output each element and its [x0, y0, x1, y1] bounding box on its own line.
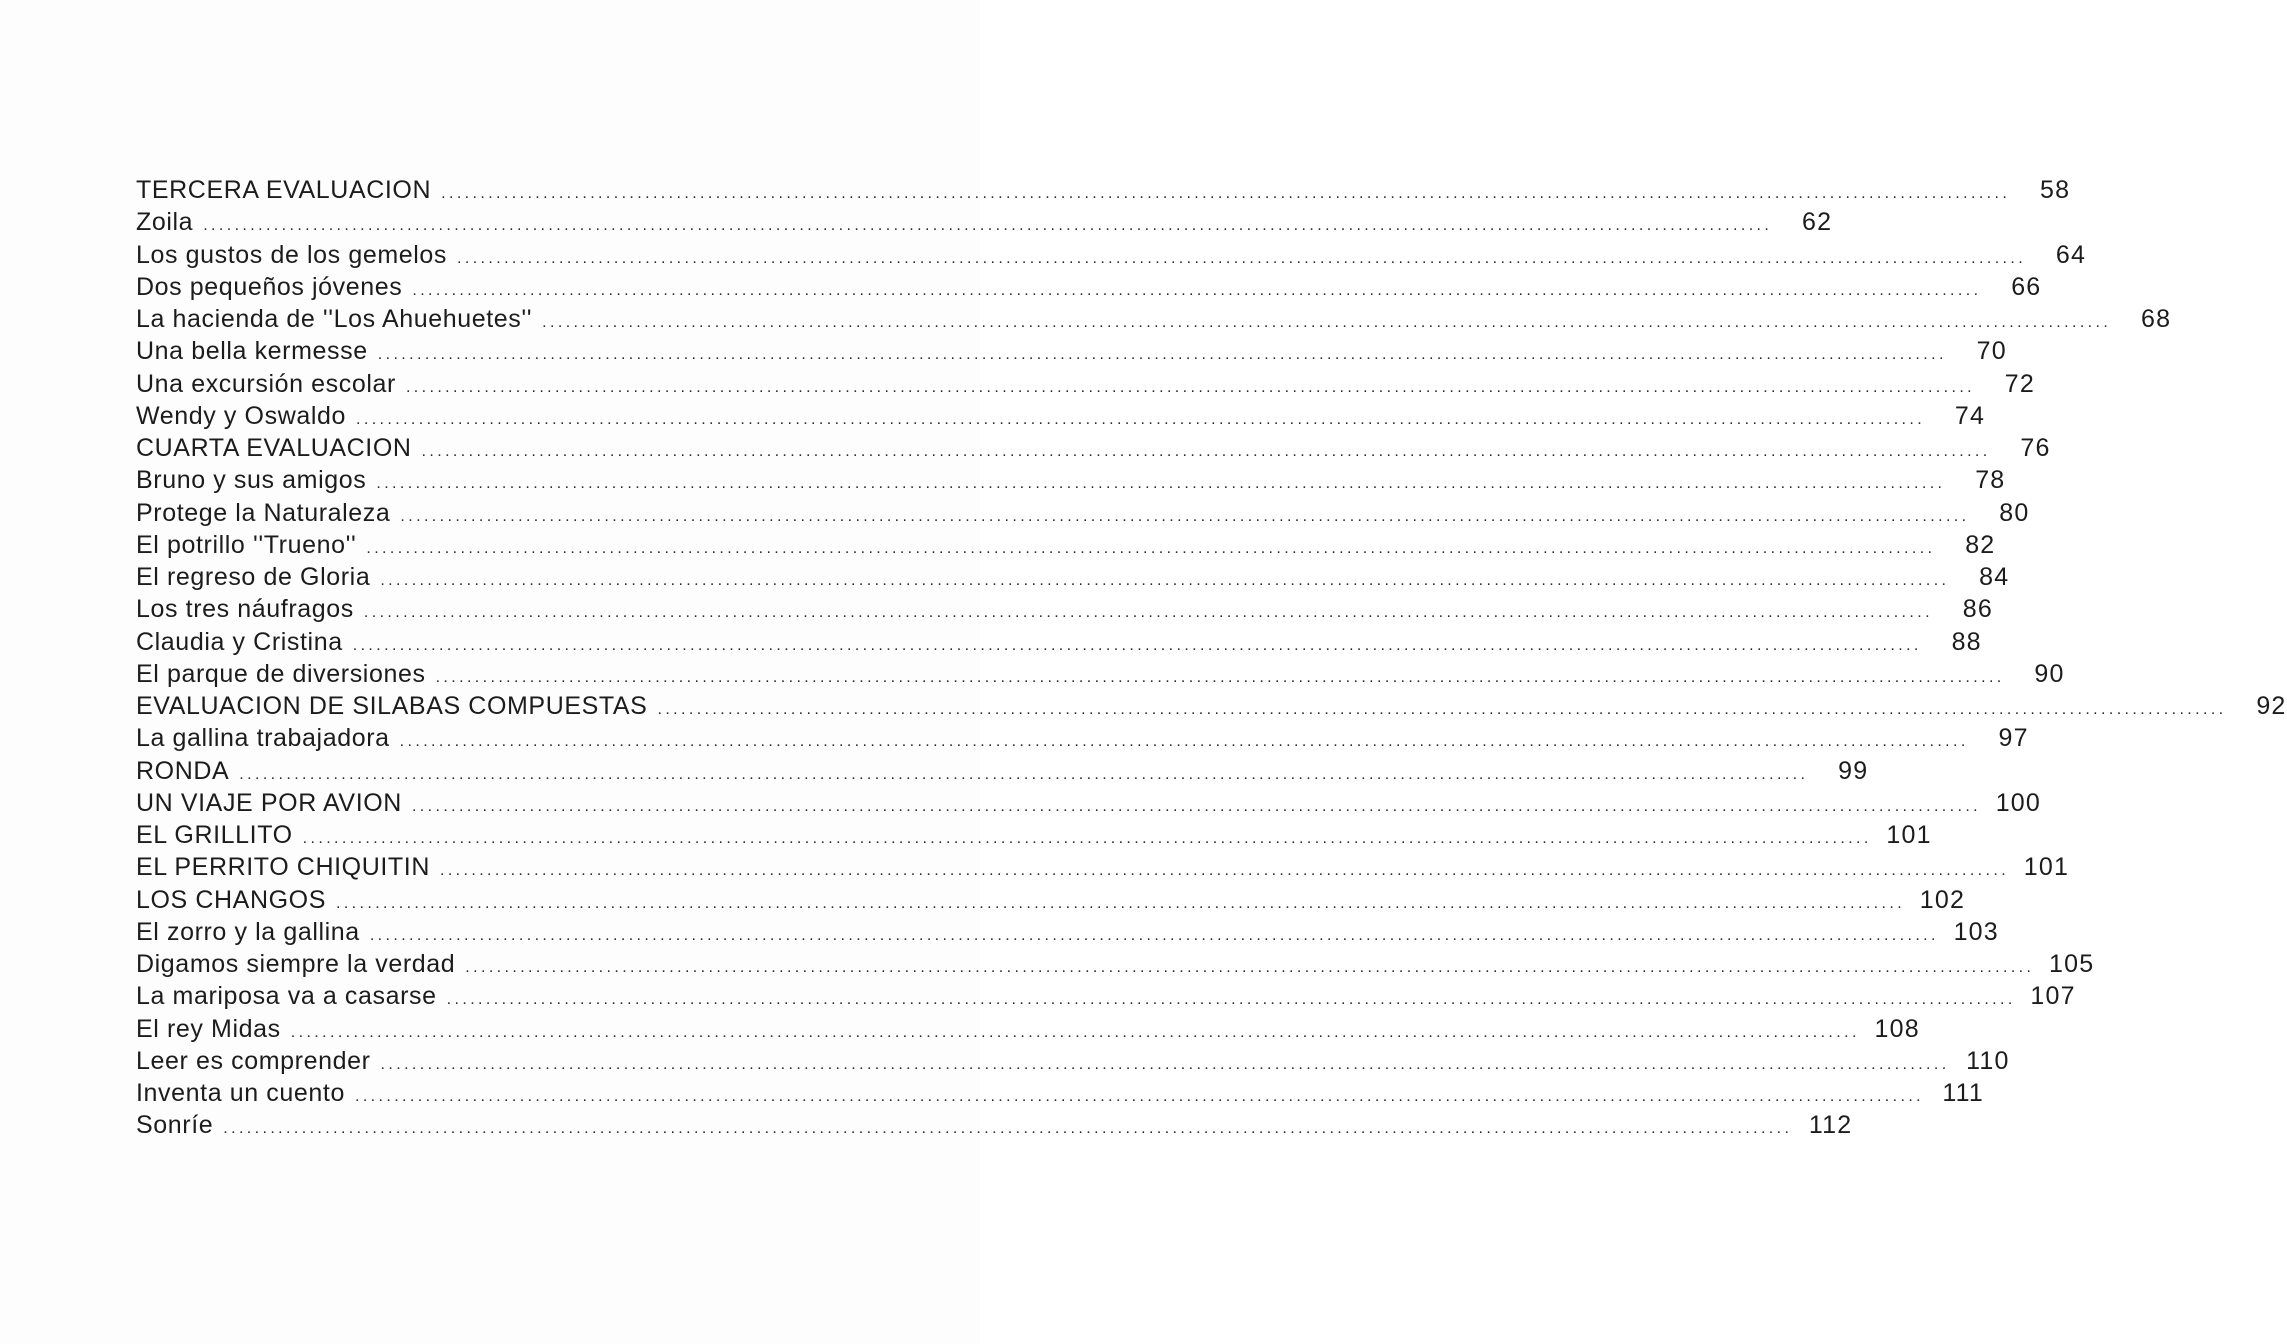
toc-entry-page-number: 92 — [2256, 692, 2287, 720]
toc-entry-page-number: 108 — [1874, 1014, 1920, 1043]
toc-entry-page-number: 84 — [1979, 563, 2010, 591]
toc-entry-page-number: 88 — [1951, 627, 1982, 656]
toc-entry-title: Zoila — [136, 208, 194, 237]
toc-entry-page-number: 78 — [1975, 466, 2006, 495]
toc-entry-title: Inventa un cuento — [136, 1079, 345, 1107]
table-of-contents — [136, 176, 2287, 1144]
dot-leader: ........................................................................................................................................................................................................ — [366, 539, 1936, 557]
toc-entry-page-number: 97 — [1998, 724, 2029, 753]
toc-entry-page-number: 90 — [2034, 659, 2065, 688]
dot-leader: ........................................................................................................................................................................................................ — [421, 443, 1991, 460]
toc-entry — [136, 369, 2036, 402]
toc-entry — [136, 627, 1982, 660]
toc-entry-page-number: 101 — [2023, 853, 2070, 882]
toc-entry — [136, 337, 2007, 369]
toc-entry-title: La hacienda de ''Los Ahuehuetes'' — [136, 305, 533, 333]
toc-entry — [136, 756, 1869, 789]
toc-entry — [136, 176, 2071, 208]
toc-entry — [136, 305, 2172, 337]
toc-entry-title: Los gustos de los gemelos — [136, 240, 448, 269]
toc-entry — [136, 434, 2051, 466]
dot-leader: ........................................................................................................................................................................................................ — [352, 636, 1922, 654]
toc-entry — [136, 788, 2042, 821]
dot-leader: ........................................................................................................................................................................................................ — [412, 281, 1982, 299]
toc-entry-title: El potrillo ''Trueno'' — [136, 530, 357, 559]
toc-entry — [136, 1079, 1985, 1111]
toc-entry-title: Digamos siempre la verdad — [136, 950, 456, 978]
dot-leader: ........................................................................................................................................................................................................ — [542, 314, 2112, 331]
toc-entry-page-number: 74 — [1954, 401, 1986, 430]
dot-leader: ........................................................................................................................................................................................................ — [302, 830, 1872, 847]
toc-entry-title: Dos pequeños jóvenes — [136, 272, 403, 301]
toc-entry — [136, 724, 2029, 756]
toc-entry-page-number: 112 — [1808, 1111, 1853, 1140]
toc-entry-title: El parque de diversiones — [136, 659, 426, 688]
toc-entry-page-number: 86 — [1962, 595, 1993, 624]
toc-entry — [136, 659, 2065, 692]
toc-entry-title: Los tres náufragos — [136, 595, 354, 624]
toc-entry — [136, 982, 2076, 1014]
toc-entry — [136, 692, 2287, 724]
toc-entry-page-number: 80 — [1999, 498, 2030, 527]
dot-leader: ........................................................................................................................................................................................................ — [380, 1055, 1950, 1073]
toc-entry — [136, 917, 1999, 950]
toc-entry-page-number: 66 — [2011, 272, 2042, 301]
toc-entry-title: El regreso de Gloria — [136, 563, 371, 591]
toc-entry-title: EVALUACION DE SILABAS COMPUESTAS — [136, 692, 648, 720]
toc-entry-page-number: 76 — [2020, 434, 2051, 462]
toc-entry-title: El rey Midas — [136, 1014, 281, 1043]
dot-leader: ........................................................................................................................................................................................................ — [239, 765, 1809, 783]
toc-entry-title: Bruno y sus amigos — [136, 466, 367, 495]
dot-leader: ........................................................................................................................................................................................................ — [439, 862, 2010, 880]
toc-entry-page-number: 68 — [2141, 305, 2172, 333]
toc-entry-title: El zorro y la gallina — [136, 917, 360, 946]
toc-entry — [136, 1046, 2010, 1079]
toc-entry-page-number: 99 — [1838, 756, 1869, 785]
toc-entry-title: Leer es comprender — [136, 1046, 371, 1075]
dot-leader: ........................................................................................................................................................................................................ — [405, 378, 1976, 396]
toc-entry-title: La mariposa va a casarse — [136, 982, 437, 1011]
toc-entry — [136, 595, 1993, 627]
toc-entry-title: EL GRILLITO — [136, 821, 293, 849]
dot-leader: ........................................................................................................................................................................................................ — [399, 733, 1969, 751]
toc-entry-page-number: 101 — [1886, 821, 1932, 849]
toc-entry-title: Una excursión escolar — [136, 369, 396, 398]
toc-entry — [136, 272, 2042, 305]
toc-entry-page-number: 107 — [2030, 982, 2076, 1011]
dot-leader: ........................................................................................................................................................................................................ — [377, 346, 1947, 364]
toc-entry-title: EL PERRITO CHIQUITIN — [136, 853, 430, 882]
toc-entry-page-number: 100 — [1995, 788, 2042, 817]
toc-entry-title: Claudia y Cristina — [136, 627, 343, 656]
dot-leader: ........................................................................................................................................................................................................ — [376, 475, 1946, 493]
dot-leader: ........................................................................................................................................................................................................ — [465, 959, 2035, 976]
toc-entry — [136, 498, 2030, 531]
toc-entry-title: CUARTA EVALUACION — [136, 434, 412, 462]
toc-entry-title: TERCERA EVALUACION — [136, 176, 432, 204]
dot-leader: ........................................................................................................................................................................................................ — [203, 217, 1773, 235]
toc-entry — [136, 1014, 1920, 1047]
dot-leader: ........................................................................................................................................................................................................ — [446, 991, 2016, 1009]
dot-leader: ........................................................................................................................................................................................................ — [457, 249, 2027, 267]
toc-entry-page-number: 105 — [2049, 950, 2095, 978]
dot-leader: ........................................................................................................................................................................................................ — [335, 894, 1906, 912]
toc-entry-page-number: 70 — [1976, 337, 2007, 366]
toc-entry-title: Sonríe — [136, 1111, 214, 1140]
toc-entry — [136, 563, 2010, 595]
toc-entry-page-number: 110 — [1966, 1046, 2010, 1075]
toc-entry-title: Protege la Naturaleza — [136, 498, 391, 527]
dot-leader: ........................................................................................................................................................................................................ — [369, 926, 1939, 944]
toc-entry-page-number: 62 — [1802, 208, 1833, 237]
dot-leader: ........................................................................................................................................................................................................ — [363, 604, 1933, 622]
toc-entry-title: RONDA — [136, 756, 230, 785]
dot-leader: ........................................................................................................................................................................................................ — [441, 185, 2011, 202]
toc-entry-page-number: 64 — [2055, 240, 2087, 269]
toc-entry — [136, 240, 2087, 273]
toc-entry-page-number: 103 — [1953, 917, 1999, 946]
toc-entry — [136, 208, 1833, 240]
toc-entry-page-number: 111 — [1942, 1079, 1985, 1107]
toc-entry-title: Wendy y Oswaldo — [136, 401, 347, 430]
dot-leader: ........................................................................................................................................................................................................ — [290, 1023, 1860, 1041]
toc-entry — [136, 401, 1986, 434]
dot-leader: ........................................................................................................................................................................................................ — [657, 701, 2227, 718]
toc-entry-title: UN VIAJE POR AVION — [136, 788, 402, 817]
dot-leader: ........................................................................................................................................................................................................ — [354, 1088, 1925, 1105]
toc-entry — [136, 530, 1996, 563]
toc-entry-title: LOS CHANGOS — [136, 885, 326, 914]
toc-entry — [136, 1111, 1853, 1143]
dot-leader: ........................................................................................................................................................................................................ — [400, 507, 1970, 525]
toc-entry — [136, 950, 2095, 982]
dot-leader: ........................................................................................................................................................................................................ — [223, 1120, 1793, 1138]
dot-leader: ........................................................................................................................................................................................................ — [356, 410, 1926, 428]
dot-leader: ........................................................................................................................................................................................................ — [380, 572, 1950, 589]
dot-leader: ........................................................................................................................................................................................................ — [435, 668, 2005, 686]
toc-entry — [136, 466, 2006, 498]
toc-entry — [136, 885, 1966, 918]
toc-entry-page-number: 82 — [1965, 530, 1996, 559]
toc-entry-page-number: 102 — [1919, 885, 1966, 914]
toc-entry-title: Una bella kermesse — [136, 337, 368, 366]
toc-entry-title: La gallina trabajadora — [136, 724, 390, 753]
toc-entry — [136, 853, 2070, 885]
toc-entry-page-number: 58 — [2039, 176, 2071, 204]
toc-entry-page-number: 72 — [2004, 369, 2036, 398]
toc-entry — [136, 821, 1932, 853]
dot-leader: ........................................................................................................................................................................................................ — [411, 797, 1982, 815]
